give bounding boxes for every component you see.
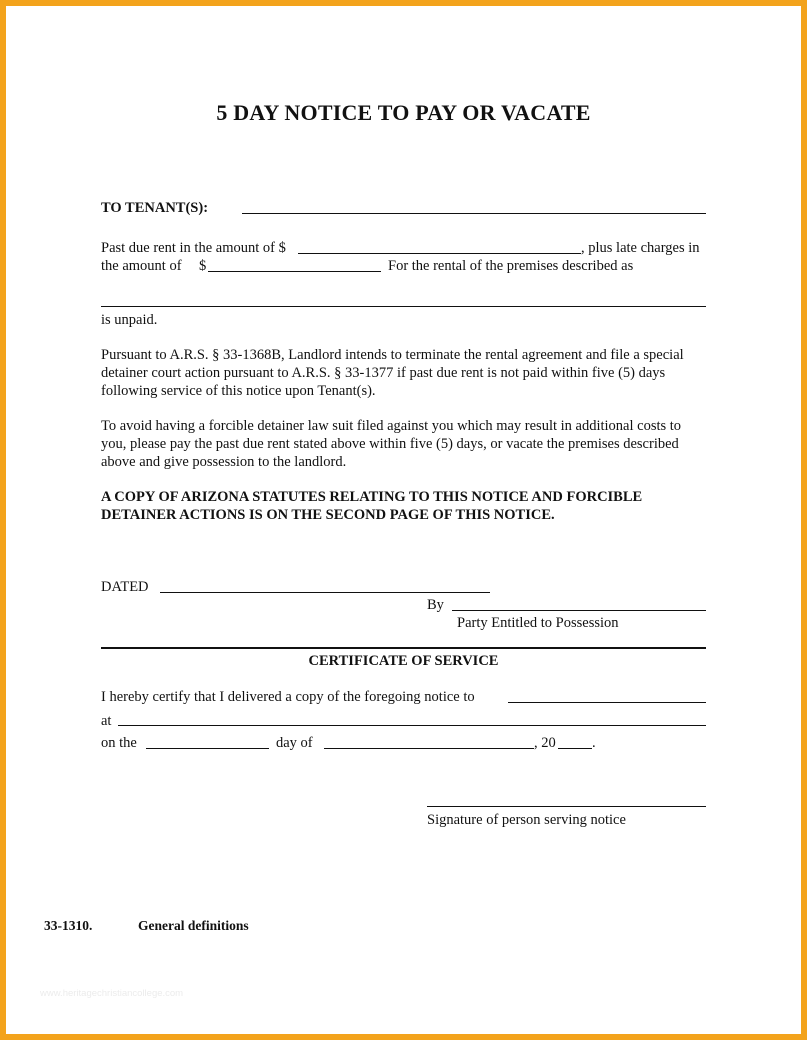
copy-notice: A COPY OF ARIZONA STATUTES RELATING TO THIS NOTICE AND FORCIBLE DETAINER ACTIONS IS ON THE SECOND PAGE OF THIS NOTICE. (101, 489, 643, 523)
dollar-sign: $ (199, 258, 207, 274)
at-label: at (101, 713, 112, 729)
dated-line[interactable] (160, 592, 490, 593)
pursuant-paragraph: Pursuant to A.R.S. § 33-1368B, Landlord intends to terminate the rental agreement and file a special detainer court action pursuant to A.R.S. § 33-1377 if past due rent is not paid within five (5) days following service of this notice upon Tenant(s). (101, 347, 684, 399)
by-signature-line[interactable] (452, 610, 706, 611)
party-entitled-label: Party Entitled to Possession (457, 615, 619, 631)
rental-text: For the rental of the premises described as (388, 258, 634, 274)
avoid-paragraph: To avoid having a forcible detainer law suit filed against you which may result in additional costs to you, please pay the past due rent stated above within five (5) days, or vacate the premises described above and give possession to the landlord. (101, 418, 682, 470)
past-due-amount-line[interactable] (298, 253, 581, 254)
tenant-name-line[interactable] (242, 213, 706, 214)
watermark: www.heritagechristiancollege.com (40, 988, 184, 999)
past-due-prefix: Past due rent in the amount of $ (101, 240, 286, 256)
delivered-to-line[interactable] (508, 702, 706, 703)
year-line[interactable] (558, 748, 592, 749)
by-label: By (427, 597, 444, 613)
day-of-label: day of (276, 735, 313, 751)
year-prefix: , 20 (534, 735, 556, 751)
section-title: General definitions (138, 918, 249, 933)
past-due-suffix: , plus late charges in (581, 240, 700, 256)
signature-label: Signature of person serving notice (427, 812, 626, 828)
month-line[interactable] (324, 748, 534, 749)
amount-of-prefix: the amount of (101, 258, 182, 274)
late-charges-line[interactable] (208, 271, 381, 272)
year-suffix: . (592, 735, 596, 751)
dated-label: DATED (101, 579, 149, 595)
premises-line[interactable] (101, 306, 706, 307)
section-number: 33-1310. (44, 918, 93, 933)
server-signature-line[interactable] (427, 806, 706, 807)
certify-text: I hereby certify that I delivered a copy of the foregoing notice to (101, 689, 475, 705)
is-unpaid-text: is unpaid. (101, 312, 158, 328)
day-line[interactable] (146, 748, 269, 749)
section-divider (101, 647, 706, 649)
at-address-line[interactable] (118, 725, 706, 726)
on-the-label: on the (101, 735, 137, 751)
to-tenants-label: TO TENANT(S): (101, 200, 209, 216)
document-title: 5 DAY NOTICE TO PAY OR VACATE (216, 100, 591, 125)
certificate-heading: CERTIFICATE OF SERVICE (308, 653, 499, 669)
